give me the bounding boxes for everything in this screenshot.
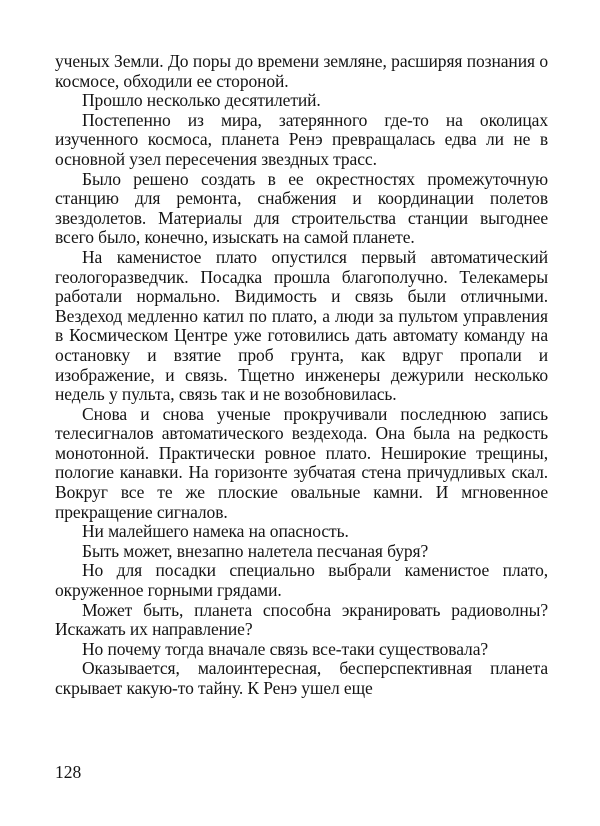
- paragraph: Быть может, внезапно налетела песчаная буря?: [82, 540, 429, 561]
- paragraph: На каменистое плато опустился первый автоматический геологоразведчик. Посадка прошла благополучно. Телекамеры работали нормально. Видимость и связь были отличными. Вездеход медленно катил по плато, а люди за пультом управления в Космическом Центре уже готовились дать автомату команду на остановку и взятие проб грунта, как вдруг пропали и изображение, и связь. Тщетно инженеры дежурили несколько недель у пульта, связь так и не возобновилась.: [55, 246, 548, 405]
- paragraph: Но для посадки специально выбрали каменистое плато, окруженное горными грядами.: [55, 560, 548, 601]
- paragraph: Постепенно из мира, затерянного где-то на околицах изученного космоса, планета Ренэ превращалась едва ли не в основной узел пересечения звездных трасс.: [55, 109, 548, 169]
- paragraph: Ни малейшего намека на опасность.: [82, 521, 349, 542]
- paragraph: Прошло несколько десятилетий.: [82, 90, 321, 111]
- page-text: [55, 52, 548, 699]
- paragraph-continuation: ученых Земли. До поры до времени земляне, расширяя познания о космосе, обходили ее стороной.: [55, 51, 548, 91]
- paragraph: Но почему тогда вначале связь все-таки существовала?: [82, 638, 489, 659]
- paragraph: Может быть, планета способна экранировать радиоволны? Искажать их направление?: [55, 599, 548, 640]
- paragraph: Снова и снова ученые прокручивали последнюю запись телесигналов автоматического вездехода. Она была на редкость монотонной. Практически ровное плато. Неширокие трещины, пологие канавки. На горизонте зубчатая стена причудливых скал. Вокруг все те же плоские овальные камни. И мгновенное прекращение сигналов.: [55, 403, 548, 522]
- paragraph: Было решено создать в ее окрестностях промежуточную станцию для ремонта, снабжения и координации полетов звездолетов. Материалы для строительства станции выгоднее всего было, конечно, изыскать на самой планете.: [55, 168, 548, 248]
- paragraph: Оказывается, малоинтересная, бесперспективная планета скрывает какую-то тайну. К Ренэ ушел еще: [55, 658, 548, 698]
- page-number: 128: [55, 762, 82, 782]
